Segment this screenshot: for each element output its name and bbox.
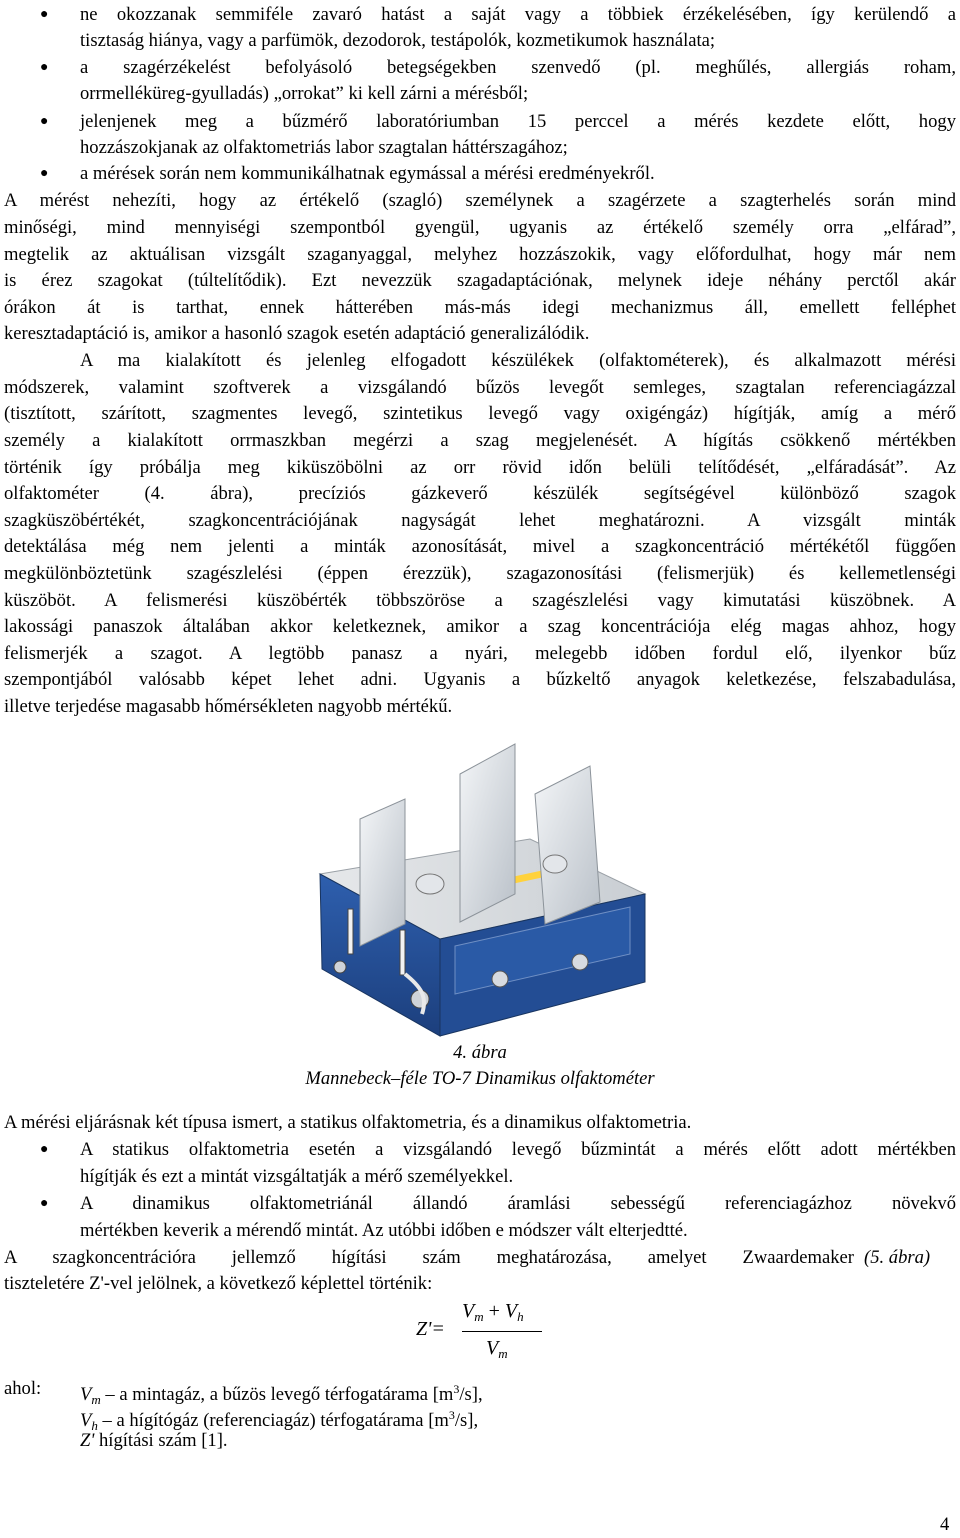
symbol: Z' <box>80 1430 95 1451</box>
text-line: keresztadaptáció is, amikor a hasonló szagok esetén adaptáció generalizálódik. <box>4 323 590 344</box>
text-line: is érez szagokat (túltelítődik). Ezt nevezzük szagadaptációnak, melynek ideje néhány perctől akár <box>4 270 956 291</box>
text-line: (tisztított, szárított, szagmentes levegő, szintetikus levegő vagy oxigéngáz) hígítják, amíg a mérő <box>4 403 956 424</box>
list-item: A dinamikus olfaktometriánál állandó áramlási sebességű referenciagázhoz növekvő <box>80 1193 956 1214</box>
text-line: olfaktométer (4. ábra), precíziós gázkeverő készülék segítségével különböző szagok <box>4 483 956 504</box>
symbol: V <box>80 1384 92 1405</box>
text-line: illetve terjedése magasabb hőmérsékleten nagyobb mértékű. <box>4 696 453 717</box>
superscript: 3 <box>448 1408 455 1422</box>
text-line: minőségi, mind mennyiségi szempontból gyengül, ugyanis az értékelő személy orra „elfárad”, <box>4 217 956 238</box>
formula-denominator <box>486 1337 508 1362</box>
text-line: megtelik az aktuálisan vizsgált szaganyaggal, melyhez hozzászokik, vagy előfordulhat, hogy már nem <box>4 244 956 265</box>
text-line: A ma kialakított és jelenleg elfogadott készülékek (olfaktométerek), és alkalmazott mérési <box>80 350 956 371</box>
bullet-icon: ● <box>40 166 49 181</box>
legend-label: ahol: <box>4 1378 42 1399</box>
text-line: szagküszöbértékét, szagkoncentrációjának nagyságát lehet meghatározni. A vizsgált minták <box>4 510 956 531</box>
subscript: m <box>474 1309 484 1324</box>
list-item: hígítják és ezt a mintát vizsgáltatják a mérő személyekkel. <box>80 1166 514 1187</box>
text-line: küszöböt. A felismerési küszöbérték többszöröse a szagészlelési vagy kimutatási küszöbnek. A <box>4 590 956 611</box>
list-item: orrmelléküreg-gyulladás) „orrokat” ki kell zárni a mérésből; <box>80 83 529 104</box>
subscript: h <box>91 1418 98 1433</box>
bullet-icon: ● <box>40 1142 49 1157</box>
list-item: a szagérzékelést befolyásoló betegségekben szenvedő (pl. meghűlés, allergiás roham, <box>80 57 956 78</box>
page-number: 4 <box>940 1514 950 1535</box>
text-line: módszerek, valamint szoftverek a vizsgálandó bűzös levegőt semleges, szagtalan referenciagázzal <box>4 377 956 398</box>
text-line: felismerjék a szagot. A legtöbb panasz a nyári, melegebb időben fordul elő, ilyenkor bűz <box>4 643 956 664</box>
symbol: V <box>80 1410 92 1431</box>
subscript: h <box>517 1309 524 1324</box>
list-item: a mérések során nem kommunikálhatnak egymással a mérési eredményekről. <box>80 163 655 184</box>
list-item: tisztaság hiánya, vagy a parfümök, dezodorok, testápolók, kozmetikumok használata; <box>80 30 716 51</box>
list-item: jelenjenek meg a bűzmérő laboratóriumban 15 perccel a mérés kezdete előtt, hogy <box>80 111 956 132</box>
bullet-icon: ● <box>40 7 49 22</box>
olfactometer-device-image <box>300 724 660 1040</box>
fraction-bar <box>462 1331 542 1332</box>
formula-lhs: Z'= <box>416 1318 445 1340</box>
text-line: órákon át is tarthat, ennek hátterében más-más idegi mechanizmus áll, emellett felléphet <box>4 297 956 318</box>
text-line: A szagkoncentrációra jellemző hígítási szám meghatározása, amelyet Zwaardemaker <box>4 1247 854 1268</box>
text-line: A mérést nehezíti, hogy az értékelő (szagló) személynek a szagérzete a szagterhelés során mind <box>4 190 956 211</box>
text-line: személy a kialakított orrmaszkban megérzi a szag megjelenését. A hígítás csökkenő mértékben <box>4 430 956 451</box>
figure-number: 4. ábra <box>453 1042 507 1063</box>
text-line: A mérési eljárásnak két típusa ismert, a statikus olfaktometria, és a dinamikus olfaktometria. <box>4 1112 692 1133</box>
text-line: szempontjából valósabb képet lehet adni. Ugyanis a bűzkeltő anyagok keletkezése, felszabadulása, <box>4 669 956 690</box>
legend-text: /s], <box>459 1384 483 1405</box>
text-line: megkülönböztetünk szagészlelési (éppen érezzük), szagazonosítási (felismerjük) és kellemetlenségi <box>4 563 956 584</box>
legend-text: – a hígítógáz (referenciagáz) térfogatárama [m <box>97 1410 449 1431</box>
list-item: ne okozzanak semmiféle zavaró hatást a saját vagy a többiek érzékelésében, így kerülendő a <box>80 4 956 25</box>
bullet-icon: ● <box>40 60 49 75</box>
figure-caption: Mannebeck–féle TO-7 Dinamikus olfaktométer <box>305 1068 655 1089</box>
list-item: mértékben keverik a mérendő mintát. Az utóbbi időben e módszer vált elterjedtté. <box>80 1220 688 1241</box>
text-line: történik így próbálja meg kiküszöbölni az orr rövid időn belüli telítődését, „elfáradását”. Az <box>4 457 956 478</box>
legend-text: – a mintagáz, a bűzös levegő térfogatárama [m <box>100 1384 454 1405</box>
legend-text: /s], <box>454 1410 479 1431</box>
vdot-symbol: V <box>462 1300 475 1322</box>
vdot-symbol: V <box>486 1337 499 1359</box>
legend-row <box>80 1428 228 1454</box>
legend-text: hígítási szám [1]. <box>94 1430 228 1451</box>
text-line: lakossági panaszok általában akkor keletkeznek, amikor a szag koncentrációja elég magas ahhoz, hogy <box>4 616 956 637</box>
bullet-icon: ● <box>40 1196 49 1211</box>
formula-numerator <box>462 1300 524 1325</box>
plus-sign: + <box>488 1300 500 1322</box>
text-line: detektálása még nem jelenti a minták azonosítását, mivel a szagkoncentráció mértékétől függően <box>4 536 956 557</box>
figure-reference: (5. ábra) <box>864 1247 931 1268</box>
bullet-icon: ● <box>40 114 49 129</box>
text-line: tiszteletére Z'-vel jelölnek, a következő képlettel történik: <box>4 1273 433 1294</box>
subscript: m <box>498 1346 508 1361</box>
subscript: m <box>91 1392 101 1407</box>
superscript: 3 <box>453 1382 460 1396</box>
list-item: hozzászokjanak az olfaktometriás labor szagtalan háttérszagához; <box>80 137 568 158</box>
vdot-symbol: V <box>504 1300 518 1322</box>
list-item: A statikus olfaktometria esetén a vizsgálandó levegő bűzmintát a mérés előtt adott mértékben <box>80 1139 956 1160</box>
